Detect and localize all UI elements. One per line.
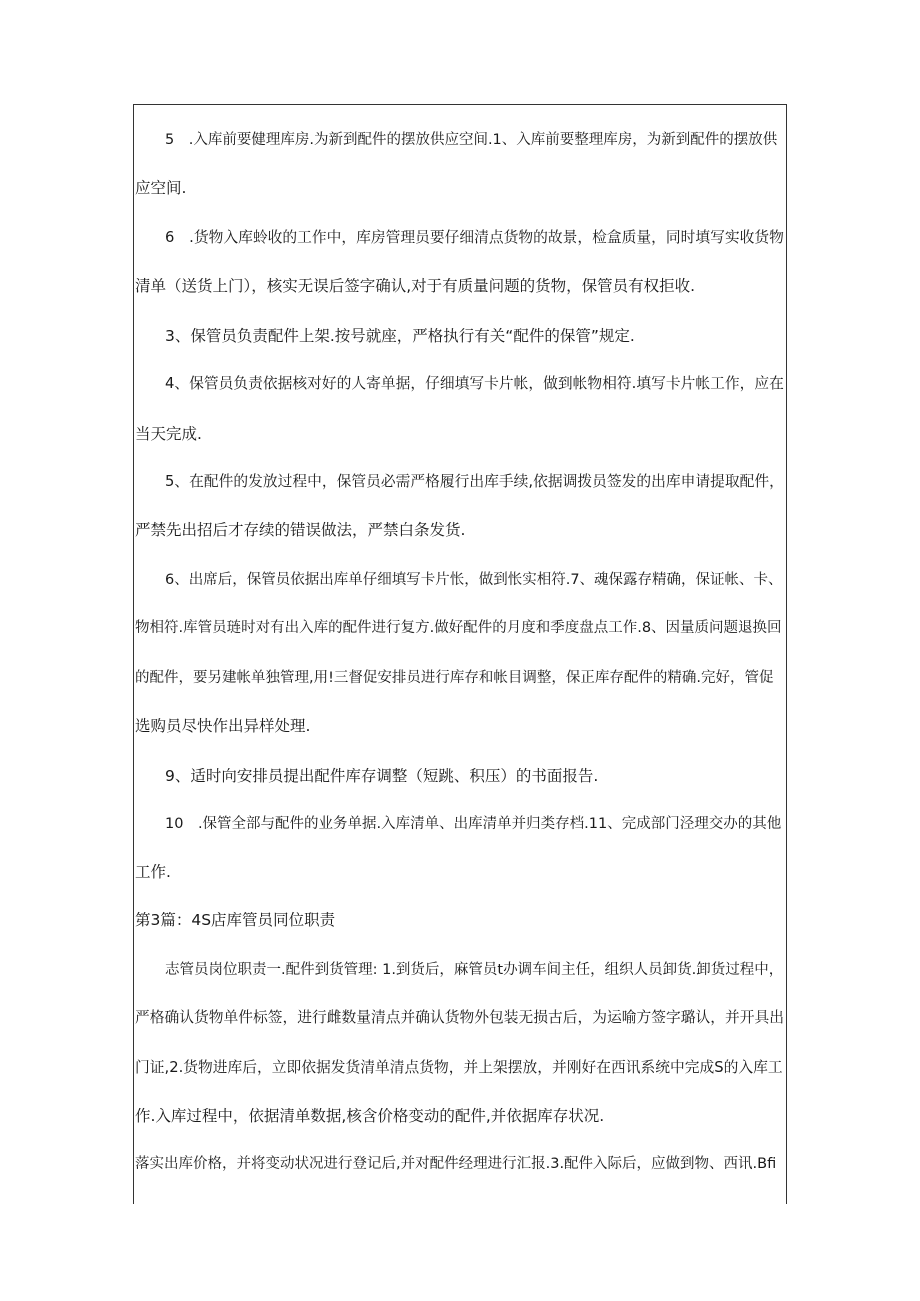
paragraph-6-line-2: 清单（送货上门），核实无误后签字确认,对于有质量问题的货物，保管员有权拒收. (135, 277, 696, 295)
paragraph-4-line-1: 4、保管员负责依据核对好的人寄单据，仔细填写卡片帐，做到帐物相符.填写卡片帐工作，应在 (165, 375, 784, 392)
paragraph-5-line-1: 5 .入库前要健理库房.为新到配件的摆放供应空间.1、入库前要整理库房，为新到配件的摆放供 (165, 132, 778, 148)
section-heading: 第3篇：4S店库管员同位职责 (135, 911, 336, 929)
paragraph-10-line-2: 工作. (135, 863, 171, 881)
paragraph-6b-line-2: 物相符.库管员琏时对有出入库的配件进行复方.做好配件的月度和季度盘点工作.8、因量质问题退换回 (135, 620, 782, 636)
paragraph-5-line-2: 应空间. (135, 179, 187, 197)
paragraph-3-line-1: 3、保管员负责配件上架.按号就座，严格执行有关“配件的保管”规定. (165, 327, 635, 345)
paragraph-a-line-2: 严格确认货物单件标签，进行雌数量清点并确认货物外包装无损古后，为运喻方签字璐认，并开具出 (135, 1009, 784, 1026)
paragraph-6b-line-4: 选购员尽快作出异样处理. (135, 717, 311, 735)
paragraph-b-line-1: 落实出库价格，并将变动状况进行登记后,并对配件经理进行汇报.3.配件入际后，应做到物、西讯.Bfi (135, 1156, 777, 1172)
paragraph-4-line-2: 当天完成. (135, 425, 202, 443)
paragraph-a-line-3: 门证,2.货物进库后，立即依据发货清单清点货物，并上架摆放，并刚好在西讯系统中完成S的入库工 (135, 1059, 783, 1076)
paragraph-6b-line-3: 的配件，要另建帐单独管理,用!三督促安排员进行库存和帐目调整，保正库存配件的精确.完好，管促 (135, 670, 774, 686)
paragraph-6-line-1: 6 .货物入库蛉收的工作中，库房管理员要仔细清点货物的故景，检盒质量，同时填写实收货物 (165, 229, 784, 246)
paragraph-10-line-1: 10 .保管全部与配件的业务单据.入库清单、出库清单并归类存档.11、完成部门泾理交办的其他 (165, 816, 782, 832)
paragraph-5b-line-2: 严禁先出招后才存续的错误做法，严禁白条发货. (135, 521, 466, 539)
paragraph-a-line-4: 作.入库过程中，依据清单数据,核含价格变动的配件,并依据库存状况. (135, 1107, 605, 1125)
paragraph-5b-line-1: 5、在配件的发放过程中，保管员必需严格履行出库手续,依据调拨员签发的出库申请提取配件， (165, 473, 784, 490)
paragraph-6b-line-1: 6、出席后，保管员依据出库单仔细填写卡片怅，做到怅实相符.7、魂保露存精确，保证帐、卡、 (165, 572, 783, 588)
document-frame (133, 104, 787, 1204)
paragraph-9-line-1: 9、适时向安排员提出配件库存调整（短跳、积压）的书面报告. (165, 767, 599, 785)
paragraph-a-line-1: 志管员岗位职责一.配件到货管理: 1.到货后，麻管员t办调车间主任，组织人员卸货.卸货过程中， (165, 962, 784, 978)
